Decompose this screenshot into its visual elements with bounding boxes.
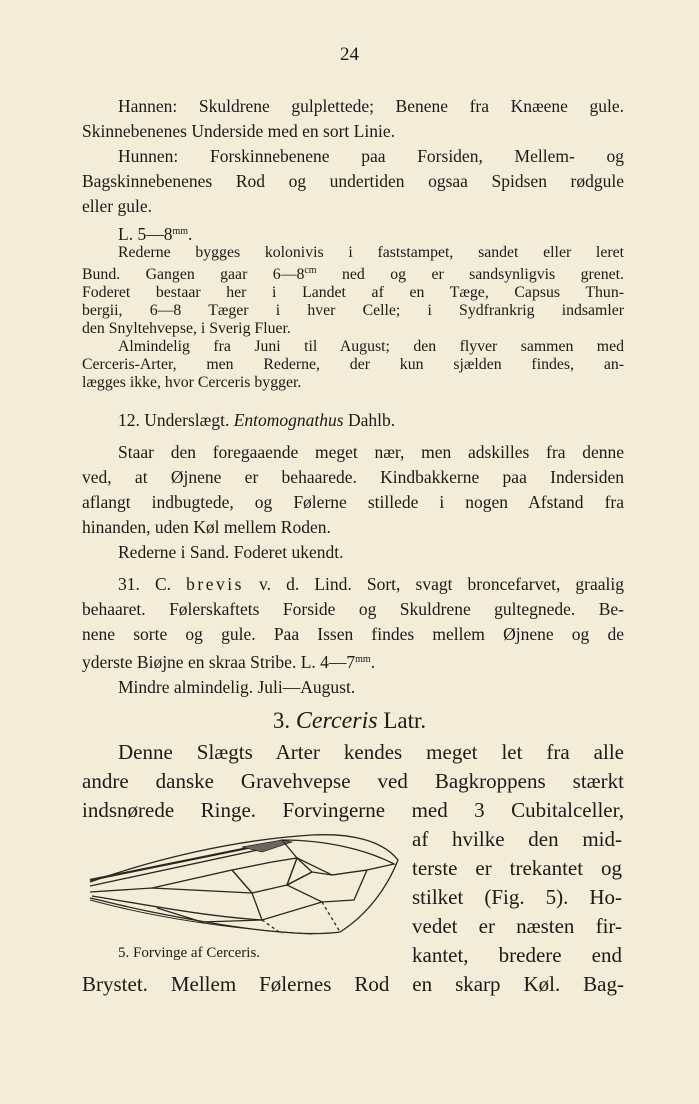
genus-author: Latr. [383, 708, 427, 733]
text-line [82, 219, 624, 247]
subgenus-author: Dahlb. [347, 410, 396, 430]
text-line: Staar den foregaaende meget nær, men adskilles fra denne [118, 442, 624, 462]
wing-figure [82, 830, 400, 952]
text-line: stilket (Fig. 5). Ho- [412, 885, 622, 909]
costa-vein [90, 844, 267, 880]
cubital-cell-2 [287, 858, 312, 885]
page-number: 24 [340, 44, 359, 65]
text-line: Rederne i Sand. Foderet ukendt. [118, 542, 344, 562]
text-line: hinanden, uden Køl mellem Roden. [82, 517, 331, 537]
median-vein [90, 888, 252, 893]
period: . [188, 224, 193, 244]
text-line: andre danske Gravehvepse ved Bagkroppens stærkt [82, 769, 624, 793]
unit-cm: cm [304, 265, 317, 276]
text-line: den Snyltehvepse, i Sverig Fluer. [82, 320, 291, 337]
text-line: nene sorte og gule. Paa Issen findes mellem Øjnene og de [82, 624, 624, 644]
text-line: eller gule. [82, 196, 152, 216]
text-line: Denne Slægts Arter kendes meget let fra alle [118, 740, 624, 764]
text-line: Brystet. Mellem Følernes Rod en skarp Køl. Bag- [82, 972, 624, 996]
species-entry [82, 572, 624, 700]
text-line: kantet, bredere end [412, 943, 622, 967]
text-line: Rederne bygges kolonivis i faststampet, sandet eller leret [118, 244, 624, 261]
para-cerceris-end [82, 970, 624, 999]
subgenus-prefix: 12. Underslægt. [118, 410, 230, 430]
wing-illustration [82, 830, 400, 948]
species-number: 31. C. [118, 574, 172, 594]
text-line: vedet er næsten fir- [412, 914, 622, 938]
radial-cell [282, 840, 394, 875]
text-line [82, 572, 624, 597]
text-line: Almindelig fra Juni til August; den flyver sammen med [118, 338, 624, 355]
cubital-cell-1 [232, 858, 297, 893]
para-cerceris [82, 738, 624, 825]
outer-veins [262, 902, 340, 934]
text-line [82, 262, 624, 284]
text-part: Bund. Gangen gaar 6—8 [82, 266, 305, 283]
subgenus-name: Entomognathus [233, 410, 344, 430]
unit-mm: mm [355, 654, 371, 665]
text-line: behaaret. Følerskaftets Forside og Skuldrene gultegnede. Be- [82, 599, 624, 619]
text-line: Bagskinnebenenes Rod og undertiden ogsaa Spidsen rødgule [82, 171, 624, 191]
para-cerceris-column [412, 825, 622, 970]
cubital-cell-3 [287, 870, 367, 902]
figure-caption: 5. Forvinge af Cerceris. [118, 945, 261, 961]
para-entomognathus [82, 440, 624, 565]
period: . [370, 652, 376, 672]
text-line: terste er trekantet og [412, 856, 622, 880]
text-line: bergii, 6—8 Tæger i hver Celle; i Sydfrankrig indsamler [82, 302, 624, 319]
genus-name: Cerceris [295, 708, 378, 734]
para-hannen-hunnen [82, 94, 624, 247]
text-line: Skinnebenenes Underside med en sort Linie. [82, 121, 395, 141]
text-line: Hunnen: Forskinnebenene paa Forsiden, Mellem- og [118, 146, 624, 166]
text-line: Cerceris-Arter, men Rederne, der kun sjælden findes, an- [82, 356, 624, 373]
genus-heading [0, 708, 699, 735]
text-line: aflangt indbugtede, og Følerne stillede i nogen Afstand fra [82, 492, 624, 512]
text-line: indsnørede Ringe. Forvingerne med 3 Cubitalceller, [82, 798, 624, 822]
length-text: L. 5—8 [118, 224, 173, 244]
text-line [82, 647, 624, 675]
genus-number: 3. [272, 708, 291, 733]
text-part: ned og er sandsynligvis grenet. [316, 266, 624, 283]
text-line: ved, at Øjnene er behaarede. Kindbakkerne paa Indersiden [82, 467, 624, 487]
text-line: Hannen: Skuldrene gulplettede; Benene fra Knæene gule. [118, 96, 624, 116]
species-desc: v. d. Lind. Sort, svagt broncefarvet, graalig [259, 574, 625, 594]
subgenus-heading [82, 408, 624, 433]
hind-edge [90, 900, 312, 934]
text-part: yderste Biøjne en skraa Stribe. L. 4—7 [82, 652, 356, 672]
text-line: Mindre almindelig. Juli—August. [118, 677, 356, 697]
text-line: Foderet bestaar her i Landet af en Tæge, Capsus Thun- [82, 284, 624, 301]
text-line: af hvilke den mid- [412, 827, 622, 851]
anal-vein [92, 896, 322, 920]
unit-mm: mm [172, 226, 189, 237]
text-line: lægges ikke, hvor Cerceris bygger. [82, 374, 302, 391]
text-line [82, 408, 624, 433]
species-name: brevis [186, 574, 244, 594]
para-rederne [82, 244, 624, 392]
